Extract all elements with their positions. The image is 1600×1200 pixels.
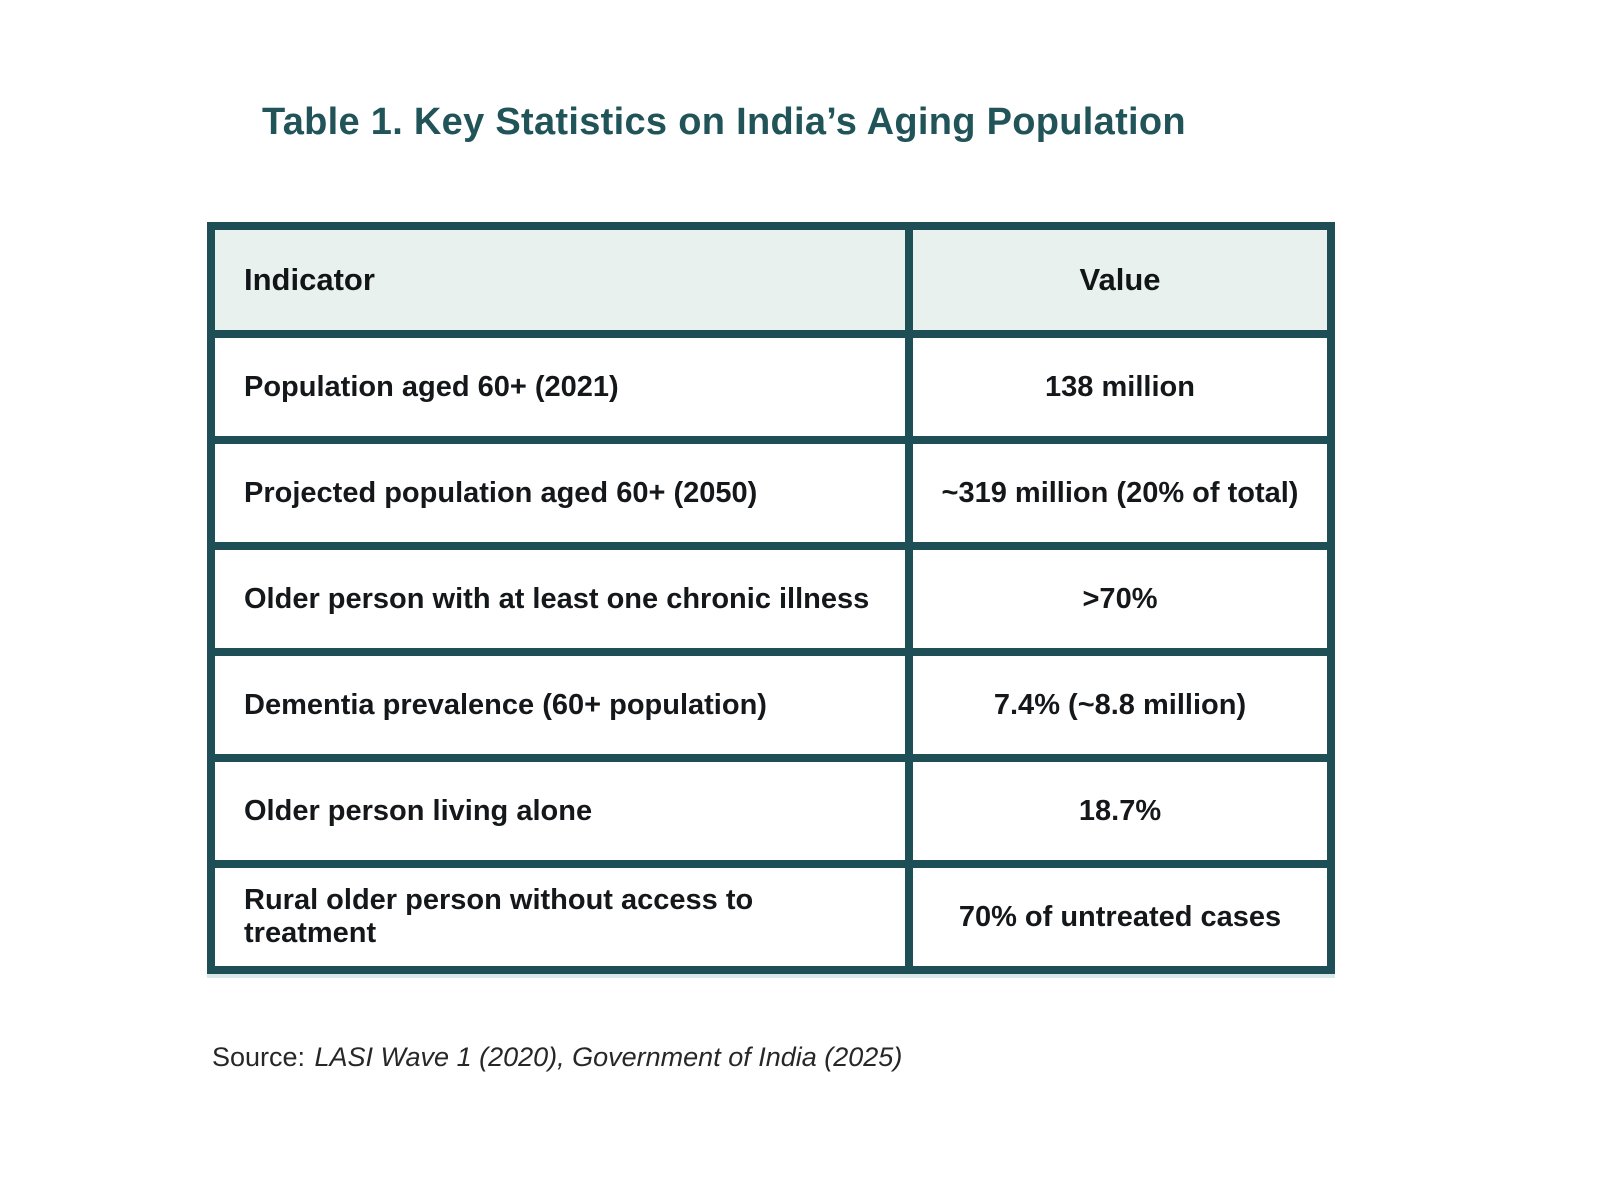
table-row bbox=[211, 758, 1331, 864]
indicator-cell: Older person with at least one chronic illness bbox=[211, 546, 909, 652]
key-statistics-table bbox=[207, 222, 1335, 974]
source-label: Source: bbox=[212, 1042, 306, 1072]
indicator-cell: Population aged 60+ (2021) bbox=[211, 334, 909, 440]
table-header-row bbox=[211, 226, 1331, 334]
source-citation: LASI Wave 1 (2020), Government of India (2025) bbox=[314, 1042, 903, 1072]
figure-title: Table 1. Key Statistics on India’s Aging Population bbox=[262, 101, 1186, 143]
column-header-value: Value bbox=[909, 226, 1331, 334]
value-cell: 18.7% bbox=[909, 758, 1331, 864]
table-row bbox=[211, 864, 1331, 970]
table-row bbox=[211, 440, 1331, 546]
table-row bbox=[211, 334, 1331, 440]
value-cell: ~319 million (20% of total) bbox=[909, 440, 1331, 546]
column-header-indicator: Indicator bbox=[211, 226, 909, 334]
value-cell: 70% of untreated cases bbox=[909, 864, 1331, 970]
table-row bbox=[211, 546, 1331, 652]
source-note bbox=[212, 1040, 902, 1074]
value-cell: >70% bbox=[909, 546, 1331, 652]
indicator-cell: Older person living alone bbox=[211, 758, 909, 864]
indicator-cell: Projected population aged 60+ (2050) bbox=[211, 440, 909, 546]
indicator-cell: Dementia prevalence (60+ population) bbox=[211, 652, 909, 758]
table-row bbox=[211, 652, 1331, 758]
value-cell: 138 million bbox=[909, 334, 1331, 440]
indicator-cell: Rural older person without access to treatment bbox=[211, 864, 909, 970]
value-cell: 7.4% (~8.8 million) bbox=[909, 652, 1331, 758]
